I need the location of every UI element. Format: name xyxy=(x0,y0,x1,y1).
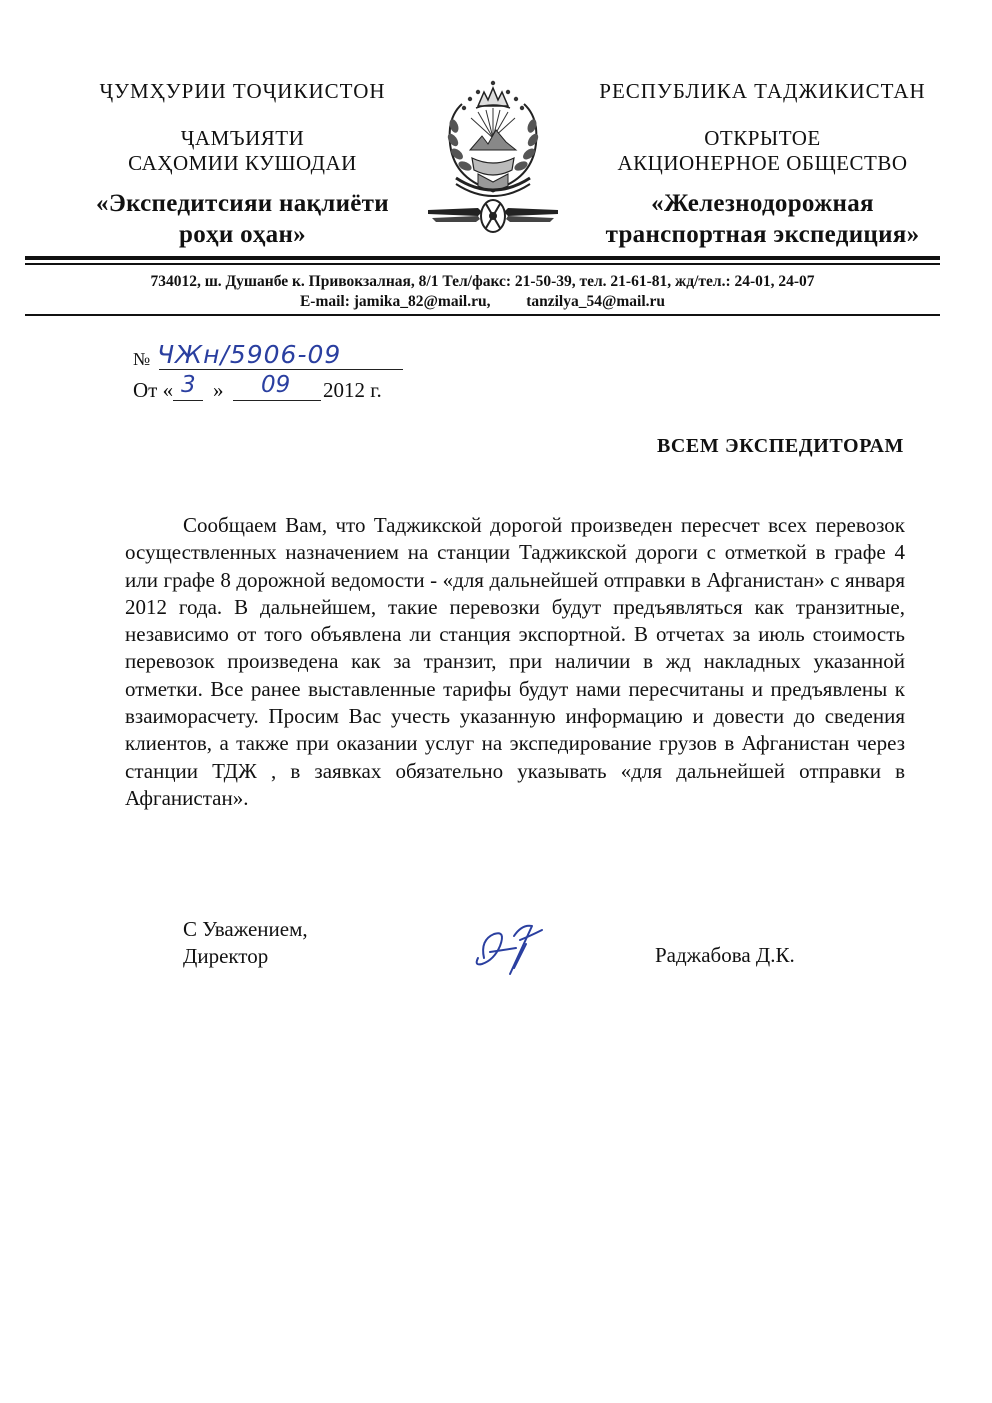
date-prefix: От « xyxy=(133,378,174,402)
org-name-line1-tajik: «Экспедитсияи нақлиёти xyxy=(96,190,389,217)
org-type-russian xyxy=(570,126,955,176)
org-type-line1-russian: ОТКРЫТОЕ xyxy=(704,126,821,150)
closing-regards: С Уважением, xyxy=(183,917,308,941)
signer-name: Раджабова Д.К. xyxy=(655,943,795,967)
date-day: 3 xyxy=(181,372,196,398)
org-name-line1-russian: «Железнодорожная xyxy=(651,190,874,217)
org-name-russian xyxy=(570,188,955,250)
email-line xyxy=(300,292,665,312)
date-quote-close: » xyxy=(213,378,224,402)
email-secondary: tanzilya_54@mail.ru xyxy=(526,293,666,310)
addressee: ВСЕМ ЭКСПЕДИТОРАМ xyxy=(656,435,904,457)
letter-body: Сообщаем Вам, что Таджикской дорогой произведен пересчет всех перевозок осуществленных назначением на станции Таджикской дороги с отметкой в графе 4 или графе 8 дорожной ведомости - «для дальнейшей отправки в Афганистан» с января 2012 года. В дальнейшем, такие перевозки будут предъявляться как транзитные, независимо от того объявлена ли станция экспортной. В отчетах за июль стоимость перевозок произведена как за транзит, при наличии в жд накладных указанной отметки. Все ранее выставленные тарифы будут нами пересчитаны и предъявлены к взаиморасчету. Просим Вас учесть указанную информацию и довести до сведения клиентов, а также при оказании услуг на экспедирование грузов в Афганистан через станции ТДЖ , в заявках обязательно указывать «для дальнейшей отправки в Афганистан». xyxy=(125,513,905,810)
contacts-divider xyxy=(25,314,940,316)
reference-block xyxy=(133,340,403,404)
header-left-tajik xyxy=(70,78,415,250)
contact-block xyxy=(25,272,940,312)
number-sign: № xyxy=(133,349,151,369)
closing-block xyxy=(183,916,308,970)
header-divider-thin xyxy=(25,263,940,265)
signer-position: Директор xyxy=(183,944,269,968)
address-line: 734012, ш. Душанбе к. Привокзалная, 8/1 Тел/факс: 21-50-39, тел. 21-61-81, жд/тел.: 24-01, 24-07 xyxy=(150,273,815,290)
country-name-russian: РЕСПУБЛИКА ТАДЖИКИСТАН xyxy=(599,79,926,103)
reference-number: ЧЖн/5906-09 xyxy=(157,340,342,369)
date-year: 2012 г. xyxy=(323,378,382,402)
handwritten-signature-icon xyxy=(470,918,556,980)
org-type-line2-tajik: САҲОМИИ КУШОДАИ xyxy=(128,151,357,175)
country-name-tajik: ҶУМҲУРИИ ТОҶИКИСТОН xyxy=(99,79,386,103)
header-right-russian xyxy=(570,78,955,250)
org-type-line2-russian: АКЦИОНЕРНОЕ ОБЩЕСТВО xyxy=(617,151,908,175)
org-type-tajik xyxy=(70,126,415,176)
reference-number-row xyxy=(133,340,403,372)
railway-wings-icon xyxy=(428,200,558,232)
reference-date-row xyxy=(133,374,403,404)
email-label: E-mail: xyxy=(299,293,350,310)
org-name-line2-russian: транспортная экспедиция» xyxy=(605,221,920,248)
header-divider-thick xyxy=(25,256,940,260)
email-primary: jamika_82@mail.ru, xyxy=(353,293,491,310)
date-month: 09 xyxy=(261,372,291,398)
org-name-tajik xyxy=(70,188,415,250)
org-name-line2-tajik: роҳи оҳан» xyxy=(179,221,306,248)
org-type-line1-tajik: ҶАМЪИЯТИ xyxy=(180,126,305,150)
state-emblem-icon xyxy=(426,78,560,238)
